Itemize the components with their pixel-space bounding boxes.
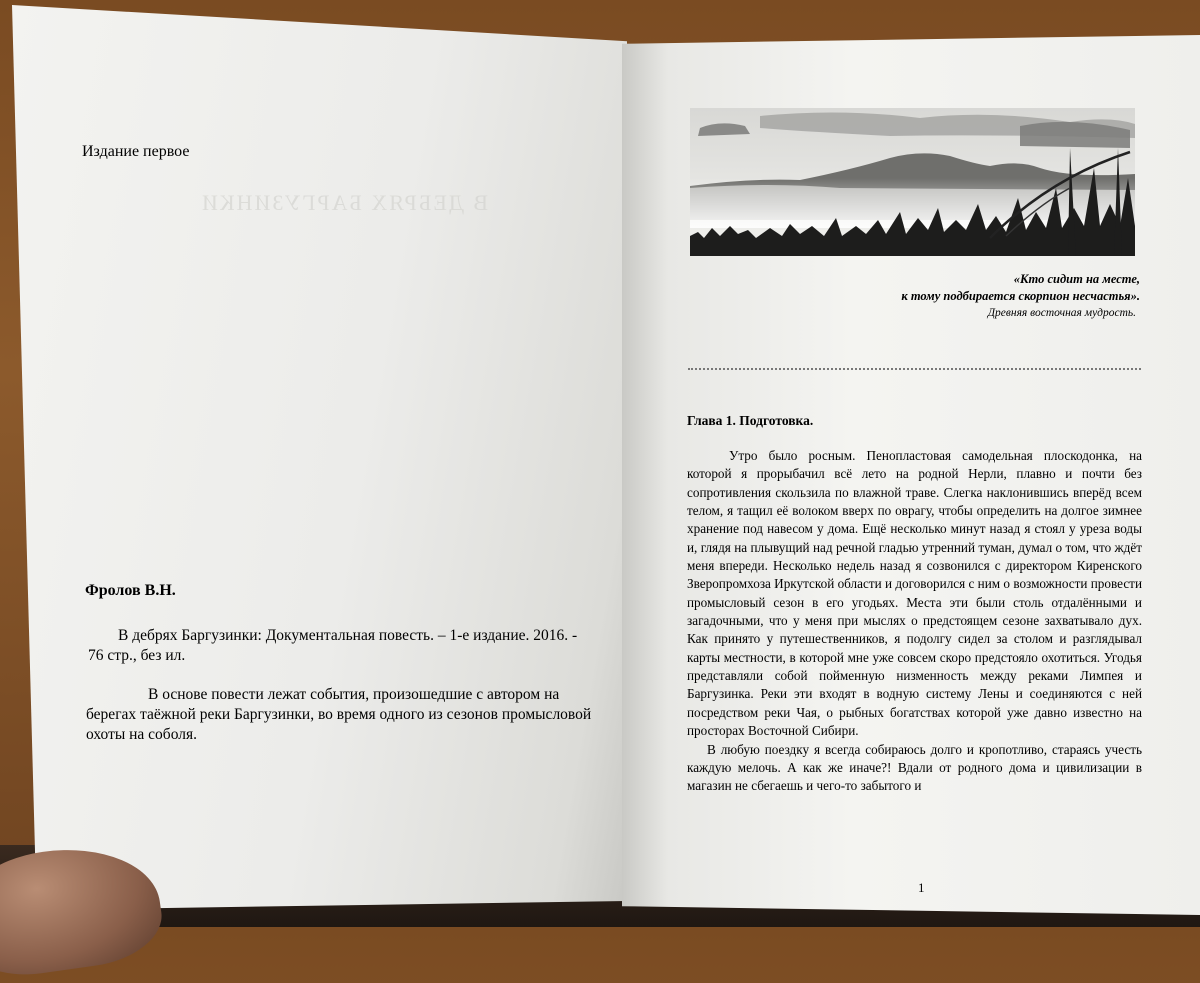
taiga-landscape-illustration <box>690 108 1135 256</box>
epigraph-source: Древняя восточная мудрость. <box>987 307 1136 319</box>
book-abstract <box>86 685 596 745</box>
bleed-through-text: В ДЕБРЯХ БАРГУЗИНКИ <box>200 190 488 215</box>
dotted-divider <box>688 368 1141 370</box>
paragraph-2: В любую поездку я всегда собираюсь долго и кропотливо, стараясь учесть каждую мелочь. А как же иначе?! Вдали от родного дома и цивилизации в магазин не сбегаешь и чего-то забытого и <box>687 741 1142 794</box>
epigraph <box>790 271 1140 322</box>
paragraph-1: Утро было росным. Пенопластовая самодельная плоскодонка, на которой я прорыбачил всё лето на родной Нерли, плавно и почти без сопротивления скользила по влажной траве. Слегка наклонившись вперёд всем телом, я тащил её волоком вверх по оврагу, чтобы определить на долгое зимнее хранение под навесом у дома. Ещё несколько минут назад я стоял у уреза воды и, глядя на плывущий над речной гладью утренний туман, думал о том, что ждёт меня впереди. Несколько недель назад я созвонился с директором Киренского Зверопромхоза Иркутской области и договорился с ним о возможности провести промысловый сезон в его угодьях. Места эти были столь отдалёнными и загадочными, что у меня при мыслях о предстоящем сезоне захватывало дух. Как принято у путешественников, я подолгу сидел за столом и разглядывал карты местности, в которой мне уже совсем скоро предстояло охотиться. Угодья представляли собой пойменную низменность между реками Лимпея и Баргузинка. Реки эти входят в водную систему Лены и соединяются с ней посредством реки Чая, о рыбных богатствах которой уже давно известно на просторах Восточной Сибири. <box>687 448 1142 739</box>
bibliography-text: В дебрях Баргузинки: Документальная повесть. – 1-е издание. 2016. - 76 стр., без ил. <box>88 627 578 664</box>
edition-label: Издание первое <box>82 143 190 160</box>
left-page <box>12 5 627 910</box>
page-number: 1 <box>918 880 925 895</box>
author-name: Фролов В.Н. <box>85 582 176 599</box>
epigraph-line-1: «Кто сидит на месте, <box>1013 272 1140 286</box>
abstract-text: В основе повести лежат события, произошедшие с автором на берегах таёжной реки Баргузинки, во время одного из сезонов промысловой охоты на соболя. <box>86 686 592 743</box>
chapter-body <box>687 447 1142 796</box>
bibliographic-record <box>88 626 588 666</box>
chapter-title: Глава 1. Подготовка. <box>687 413 814 428</box>
epigraph-line-2: к тому подбирается скорпион несчастья». <box>901 289 1140 303</box>
